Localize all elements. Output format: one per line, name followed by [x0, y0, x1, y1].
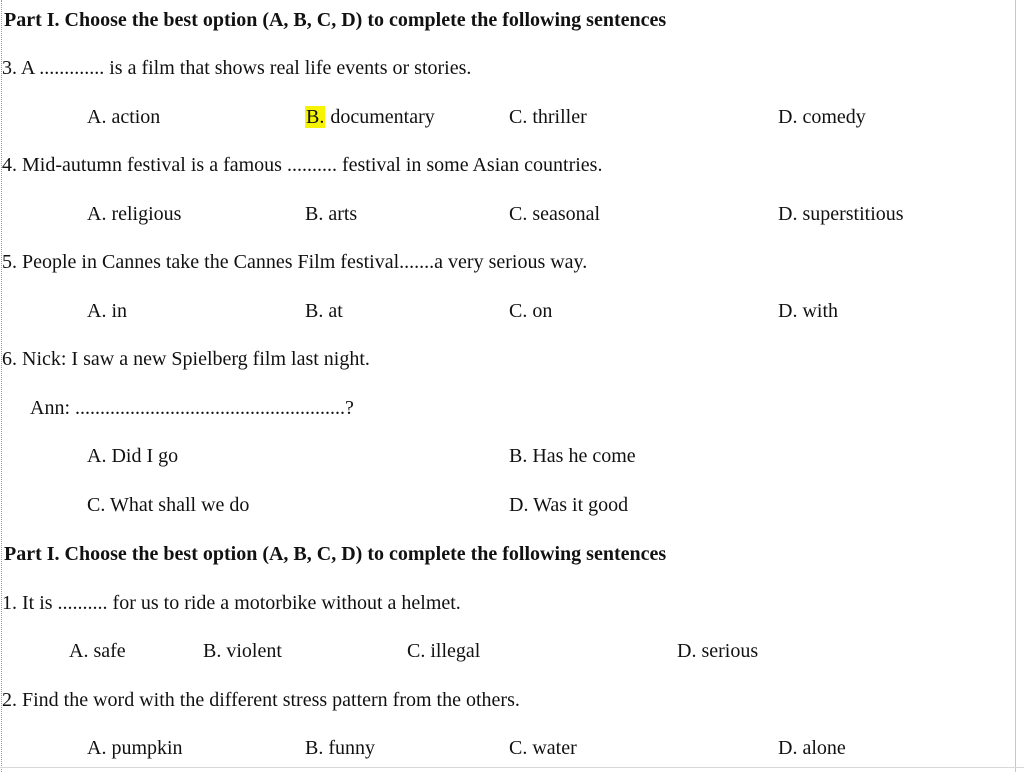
question-6: 6. Nick: I saw a new Spielberg film last night.: [2, 348, 370, 370]
q6-option-c: C. What shall we do: [87, 494, 250, 516]
q1-option-d: D. serious: [677, 640, 759, 662]
q3-option-b-highlighted-letter: B.: [306, 106, 325, 128]
question-1: 1. It is .......... for us to ride a motorbike without a helmet.: [2, 592, 461, 614]
q6-answer-line: Ann: ......................................................?: [30, 397, 354, 419]
q6-option-b: B. Has he come: [509, 445, 636, 467]
q1-option-a: A. safe: [69, 640, 126, 662]
q5-option-d: D. with: [778, 300, 838, 322]
q3-option-b-text: documentary: [325, 106, 435, 128]
q4-option-b: B. arts: [305, 203, 358, 225]
q4-option-a: A. religious: [87, 203, 182, 225]
q3-option-b: [305, 105, 435, 129]
q6-option-d: D. Was it good: [509, 494, 629, 516]
q2-option-b: B. funny: [305, 737, 375, 759]
q3-option-d: D. comedy: [778, 106, 866, 128]
section-heading-1: Part I. Choose the best option (A, B, C, D) to complete the following sentences: [4, 9, 667, 31]
q2-option-c: C. water: [509, 737, 577, 759]
section-heading-2: Part I. Choose the best option (A, B, C, D) to complete the following sentences: [4, 543, 667, 565]
right-page-border: [1015, 0, 1016, 772]
q3-option-c: C. thriller: [509, 106, 587, 128]
q2-option-d: D. alone: [778, 737, 846, 759]
q2-option-a: A. pumpkin: [87, 737, 183, 759]
question-3: 3. A ............. is a film that shows real life events or stories.: [2, 57, 472, 79]
q4-option-d: D. superstitious: [778, 203, 904, 225]
q4-option-c: C. seasonal: [509, 203, 601, 225]
question-4: 4. Mid-autumn festival is a famous .......... festival in some Asian countries.: [2, 154, 603, 176]
q5-option-b: B. at: [305, 300, 343, 322]
q3-option-a: A. action: [87, 106, 161, 128]
left-margin-dotted-border: [1, 0, 2, 772]
bottom-page-border: [0, 767, 1024, 768]
q6-option-a: A. Did I go: [87, 445, 179, 467]
q5-option-a: A. in: [87, 300, 127, 322]
question-2: 2. Find the word with the different stress pattern from the others.: [2, 689, 520, 711]
q5-option-c: C. on: [509, 300, 553, 322]
question-5: 5. People in Cannes take the Cannes Film festival.......a very serious way.: [2, 251, 588, 273]
q1-option-c: C. illegal: [407, 640, 481, 662]
q1-option-b: B. violent: [203, 640, 282, 662]
